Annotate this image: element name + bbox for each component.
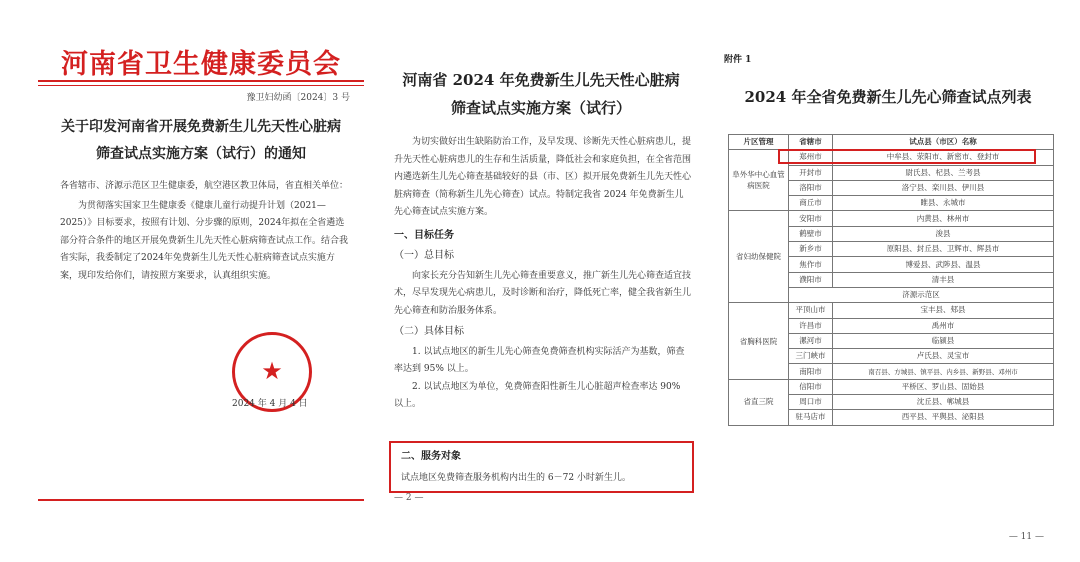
notice-body xyxy=(60,178,348,287)
zhengzhou-highlight xyxy=(778,149,1036,164)
county-cell: 内黄县、林州市 xyxy=(833,211,1054,226)
county-cell: 南召县、方城县、镇平县、内乡县、新野县、邓州市 xyxy=(833,364,1054,379)
pilot-table xyxy=(728,134,1054,426)
city-cell: 郑州市 xyxy=(789,150,833,165)
county-cell: 平桥区、罗山县、固始县 xyxy=(833,379,1054,394)
section-heading: 二、服务对象 xyxy=(401,451,461,462)
issue-date: 2024 年 4 月 4 日 xyxy=(232,399,308,409)
notice-title-line: 关于印发河南省开展免费新生儿先天性心脏病 xyxy=(61,119,341,135)
issuer-header: 河南省卫生健康委员会 xyxy=(61,49,341,80)
sub-heading: （一）总目标 xyxy=(394,250,454,261)
table-header: 试点县（市区）名称 xyxy=(833,135,1054,150)
notice-title xyxy=(46,114,356,168)
page-number: — 11 — xyxy=(1008,532,1044,542)
seal-star-icon: ★ xyxy=(261,357,283,385)
city-cell: 平顶山市 xyxy=(789,303,833,318)
city-cell: 信阳市 xyxy=(789,379,833,394)
county-cell: 浚县 xyxy=(833,226,1054,241)
county-cell: 中牟县、荥阳市、新密市、登封市 xyxy=(833,150,1054,165)
city-cell: 新乡市 xyxy=(789,242,833,257)
table-row xyxy=(729,303,1054,318)
city-cell: 洛阳市 xyxy=(789,180,833,195)
goal-item: 2. 以试点地区为单位，免费筛查阳性新生儿心脏超声检查率达 90% 以上。 xyxy=(394,381,681,409)
city-cell: 三门峡市 xyxy=(789,349,833,364)
region-cell: 省妇幼保健院 xyxy=(729,211,789,303)
plan-intro: 为切实做好出生缺陷防治工作，及早发现、诊断先天性心脏病患儿，提升先天性心脏病患儿的生存和生活质量，降低社会和家庭负担，在全省范围内遴选新生儿先心筛查基础较好的县（市、区）拟开展免费新生儿先天性心脏病筛查（简称新生儿先心筛查）试点。特制定我省 2024 年免费新生儿先心筛查试点实施方案。 xyxy=(394,137,692,217)
table-row xyxy=(729,211,1054,226)
county-cell: 沈丘县、郸城县 xyxy=(833,395,1054,410)
county-cell: 尉氏县、杞县、兰考县 xyxy=(833,165,1054,180)
goal-item: 1. 以试点地区的新生儿先心筛查免费筛查机构实际活产为基数，筛查率达到 95% 以上。 xyxy=(394,346,685,374)
city-cell: 商丘市 xyxy=(789,196,833,211)
page-number: — 2 — xyxy=(394,493,424,503)
section-heading: 一、目标任务 xyxy=(394,229,454,241)
county-cell: 洛宁县、栾川县、伊川县 xyxy=(833,180,1054,195)
county-cell: 临颍县 xyxy=(833,333,1054,348)
plan-paragraph: 向家长充分告知新生儿先心筛查重要意义，推广新生儿先心筛查适宜技术，尽早发现先心病患儿，及时诊断和治疗，降低死亡率，健全我省新生儿先心筛查和防治服务体系。 xyxy=(394,270,692,316)
red-rule-bottom xyxy=(38,499,364,501)
plan-title-line: 河南省 2024 年免费新生儿先天性心脏病 xyxy=(402,71,680,89)
table-row xyxy=(729,379,1054,394)
county-cell: 原阳县、封丘县、卫辉市、辉县市 xyxy=(833,242,1054,257)
region-cell: 省直三院 xyxy=(729,379,789,425)
table-header: 省辖市 xyxy=(789,135,833,150)
document-number: 豫卫妇幼函〔2024〕3 号 xyxy=(246,93,350,103)
service-target-text: 试点地区免费筛查服务机构内出生的 6－72 小时新生儿。 xyxy=(401,473,631,483)
table-header: 片区管理 xyxy=(729,135,789,150)
city-cell: 焦作市 xyxy=(789,257,833,272)
region-cell: 阜外华中心血管病医院 xyxy=(729,150,789,211)
county-cell: 博爱县、武陟县、温县 xyxy=(833,257,1054,272)
city-cell: 许昌市 xyxy=(789,318,833,333)
city-cell: 濮阳市 xyxy=(789,272,833,287)
notice-title-line: 筛查试点实施方案（试行）的通知 xyxy=(96,146,306,162)
annex-page xyxy=(716,38,1060,542)
city-cell: 周口市 xyxy=(789,395,833,410)
plan-title xyxy=(374,66,708,122)
service-target-highlight xyxy=(389,441,694,493)
plan-title-line: 筛查试点实施方案（试行） xyxy=(450,99,631,117)
county-cell: 宝丰县、郏县 xyxy=(833,303,1054,318)
table-header-row xyxy=(729,135,1054,150)
annex-label: 附件 1 xyxy=(724,55,752,65)
city-cell: 开封市 xyxy=(789,165,833,180)
red-rule xyxy=(38,80,364,82)
county-cell: 济源示范区 xyxy=(789,287,1054,302)
plan-body xyxy=(394,134,692,414)
sub-heading: （二）具体目标 xyxy=(394,326,464,337)
county-cell: 西平县、平舆县、泌阳县 xyxy=(833,410,1054,425)
notice-page xyxy=(38,30,364,508)
county-cell: 卢氏县、灵宝市 xyxy=(833,349,1054,364)
addressee: 各省辖市、济源示范区卫生健康委，航空港区教卫体局，省直相关单位： xyxy=(60,181,349,191)
plan-page xyxy=(374,44,708,506)
county-cell: 禹州市 xyxy=(833,318,1054,333)
city-cell: 南阳市 xyxy=(789,364,833,379)
city-cell: 漯河市 xyxy=(789,333,833,348)
county-cell: 清丰县 xyxy=(833,272,1054,287)
annex-title: 2024 年全省免费新生儿先心筛查试点列表 xyxy=(744,88,1032,106)
city-cell: 鹤壁市 xyxy=(789,226,833,241)
county-cell: 睢县、永城市 xyxy=(833,196,1054,211)
region-cell: 省胸科医院 xyxy=(729,303,789,379)
city-cell: 驻马店市 xyxy=(789,410,833,425)
city-cell: 安阳市 xyxy=(789,211,833,226)
red-rule-thin xyxy=(38,85,364,86)
notice-paragraph: 为贯彻落实国家卫生健康委《健康儿童行动提升计划（2021—2025）》目标要求，按照有计划、分步骤的原则，2024年拟在全省遴选部分符合条件的地区开展免费新生儿先天性心脏病筛查试点工作。结合我省实际，我委制定了2024年免费新生儿先天性心脏病筛查试点实施方案，现印发给你们，请按照方案要求，认真组织实施。 xyxy=(60,200,349,281)
